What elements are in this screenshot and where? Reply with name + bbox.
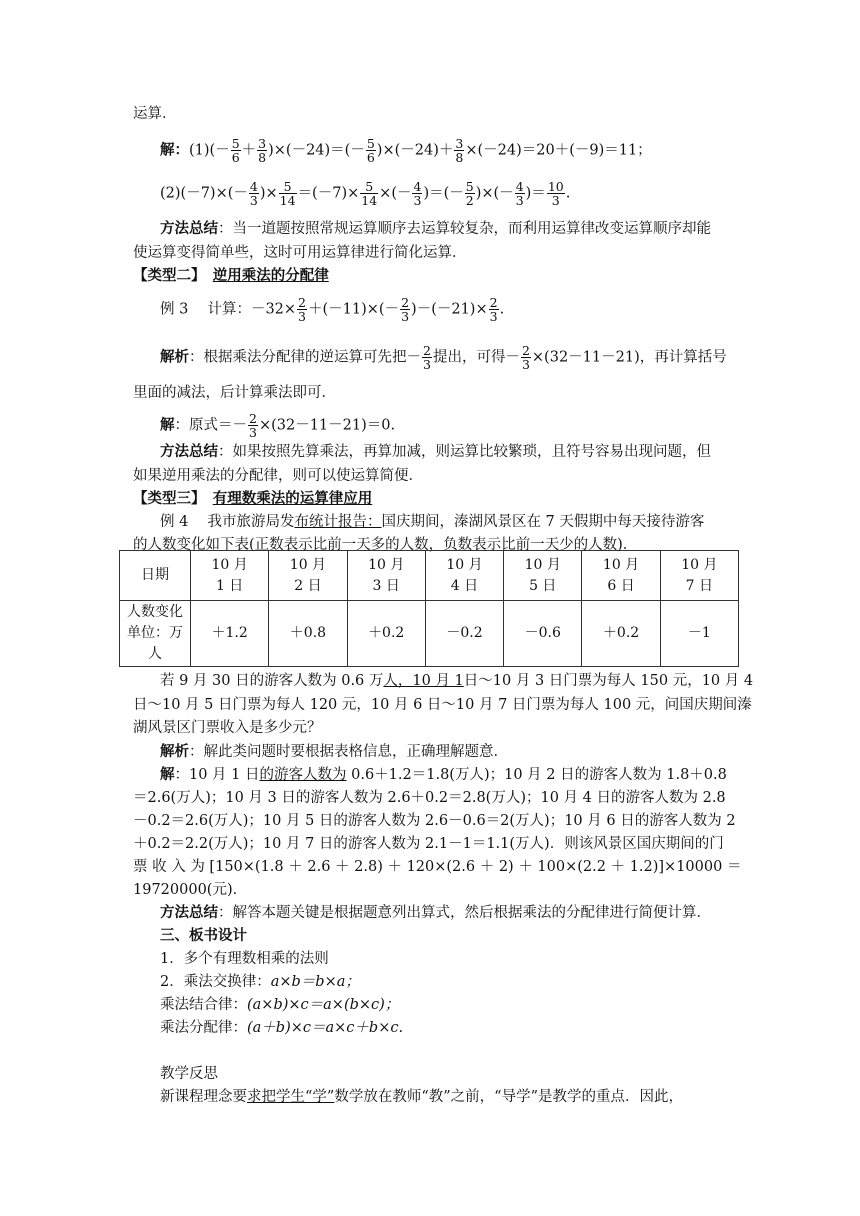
table-cell: ＋0.2 — [582, 601, 660, 667]
example-4: 例 4 我市旅游局发布统计报告：国庆期间，溱湖风景区在 7 天假期中每天接待游客 — [160, 514, 705, 530]
text-line: 如果逆用乘法的分配律，则可以使运算简便． — [133, 468, 423, 484]
solution-1: 解：(1)(－ $\frac{5}{6}$ ＋ $\frac{3}{8}$ )×(－24)＝(－ $\frac{5}{6}$ )×(－24)＋ $\frac{3}{8}$ ×(－24)＝20＋(－9)＝11； — [160, 136, 652, 165]
table-cell: 10 月 7 日 — [660, 551, 738, 601]
board-item: 乘法分配律：(a＋b)×c＝a×c＋b×c. — [160, 1020, 404, 1036]
text-line: 里面的减法，后计算乘法即可． — [133, 385, 336, 401]
text-line: 的人数变化如下表(正数表示比前一天多的人数，负数表示比前一天少的人数)． — [133, 537, 638, 553]
text-line: ＝2.6(万人)；10 月 3 日的游客人数为 2.6＋0.2＝2.8(万人)；10 月 4 日的游客人数为 2.8 — [133, 790, 726, 806]
table-cell: 10 月 6 日 — [582, 551, 660, 601]
question-4: 若 9 月 30 日的游客人数为 0.6 万人，10 月 1日～10 月 3 日门票为每人 150 元，10 月 4 — [160, 673, 754, 689]
solution-3: 解：原式＝－ $\frac{2}{3}$ ×(32－11－21)＝0. — [160, 411, 396, 440]
board-item: 1．多个有理数相乘的法则 — [160, 951, 329, 967]
fraction: $\frac{2}{3}$ — [249, 411, 257, 440]
text-line: 票 收 入 为 [150×(1.8 ＋ 2.6 ＋ 2.8) ＋ 120×(2.6 ＋ 2) ＋ 100×(2.2 ＋ 1.2)]×10000 ＝ — [133, 859, 742, 875]
board-design-heading: 三、板书设计 — [160, 927, 247, 944]
fraction: $\frac{5}{14}$ — [279, 179, 296, 208]
analysis-4: 解析：解此类问题时要根据表格信息，正确理解题意． — [160, 743, 508, 760]
table-header-cell: 日期 — [120, 551, 191, 601]
solution-4: 解：10 月 1 日的游客人数为 0.6＋1.2＝1.8(万人)；10 月 2 日的游客人数为 1.8＋0.8 — [160, 766, 727, 783]
table-header-cell: 人数变化 单位：万 人 — [120, 601, 191, 667]
table-cell: 10 月 2 日 — [269, 551, 347, 601]
table-cell: ＋0.8 — [269, 601, 347, 667]
visitor-change-table — [119, 550, 739, 667]
table-cell: ＋1.2 — [191, 601, 269, 667]
table-row — [120, 551, 739, 601]
text-line: 使运算变得简单些，这时可用运算律进行简化运算． — [133, 245, 467, 261]
table-cell: 10 月 4 日 — [425, 551, 503, 601]
fraction: $\frac{2}{3}$ — [423, 343, 431, 372]
table-cell: －1 — [660, 601, 738, 667]
table-cell: 10 月 1 日 — [191, 551, 269, 601]
table-cell: 10 月 3 日 — [347, 551, 425, 601]
fraction: $\frac{5}{6}$ — [366, 136, 375, 165]
table-cell: －0.6 — [504, 601, 582, 667]
fraction: $\frac{4}{3}$ — [413, 179, 422, 208]
fraction: $\frac{5}{6}$ — [231, 136, 240, 165]
fraction: $\frac{4}{3}$ — [515, 179, 524, 208]
fraction: $\frac{4}{3}$ — [249, 179, 258, 208]
fraction: $\frac{2}{3}$ — [489, 295, 498, 324]
section-heading-type3: 【类型三】 有理数乘法的运算律应用 — [133, 490, 373, 507]
solution-2: (2)(－7)×(－ $\frac{4}{3}$ )× $\frac{5}{14}$ ＝(－7)× $\frac{5}{14}$ ×(－ $\frac{4}{3}$ )＝(－ $\frac{5}{2}$ )×(－ $\frac{4}{3}$ )＝ $\frac{10}{3}$ . — [160, 179, 571, 208]
fraction: $\frac{2}{3}$ — [521, 343, 530, 372]
reflection-text: 新课程理念要求把学生“学”数学放在教师“教”之前，“导学”是教学的重点．因此， — [160, 1089, 683, 1105]
text-line: －0.2＝2.6(万人)；10 月 5 日的游客人数为 2.6－0.6＝2(万人)；10 月 6 日的游客人数为 2 — [133, 813, 736, 829]
text-line: 19720000(元)． — [133, 882, 248, 898]
method-summary-3: 方法总结：解答本题关键是根据题意列出算式，然后根据乘法的分配律进行简便计算． — [160, 904, 711, 921]
fraction: $\frac{5}{2}$ — [465, 179, 474, 208]
board-item: 2．乘法交换律：a×b＝b×a； — [160, 974, 360, 990]
table-cell: 10 月 5 日 — [504, 551, 582, 601]
table-cell: ＋0.2 — [347, 601, 425, 667]
fraction: $\frac{5}{14}$ — [361, 179, 378, 208]
method-summary-1: 方法总结：当一道题按照常规运算顺序去运算较复杂，而利用运算律改变运算顺序却能 — [160, 220, 711, 237]
text-line: ＋0.2＝2.2(万人)；10 月 7 日的游客人数为 2.1－1＝1.1(万人)．则该风景区国庆期间的门 — [133, 836, 724, 852]
section-heading-type2: 【类型二】 逆用乘法的分配律 — [133, 267, 329, 284]
example-3: 例 3 计算：－32× $\frac{2}{3}$ ＋(－11)×(－ $\frac{2}{3}$ )－(－21)× $\frac{2}{3}$ . — [160, 295, 505, 324]
fraction: $\frac{2}{3}$ — [298, 295, 306, 324]
text-line: 运算． — [133, 106, 177, 122]
method-summary-2: 方法总结：如果按照先算乘法，再算加减，则运算比较繁琐，且符号容易出现问题，但 — [160, 443, 711, 460]
board-item: 乘法结合律：(a×b)×c＝a×(b×c)； — [160, 997, 400, 1013]
table-cell: －0.2 — [425, 601, 503, 667]
reflection-heading: 教学反思 — [160, 1066, 218, 1082]
fraction: $\frac{3}{8}$ — [258, 136, 267, 165]
fraction: $\frac{10}{3}$ — [547, 179, 564, 208]
analysis-3: 解析：根据乘法分配律的逆运算可先把－ $\frac{2}{3}$ 提出，可得－ $\frac{2}{3}$ ×(32－11－21)，再计算括号 — [160, 343, 727, 372]
table-row — [120, 601, 739, 667]
text-line: 湖风景区门票收入是多少元？ — [133, 720, 322, 736]
text-line: 日～10 月 5 日门票为每人 120 元，10 月 6 日～10 月 7 日门票为每人 100 元，问国庆期间溱 — [133, 697, 752, 713]
fraction: $\frac{2}{3}$ — [401, 295, 410, 324]
fraction: $\frac{3}{8}$ — [455, 136, 464, 165]
